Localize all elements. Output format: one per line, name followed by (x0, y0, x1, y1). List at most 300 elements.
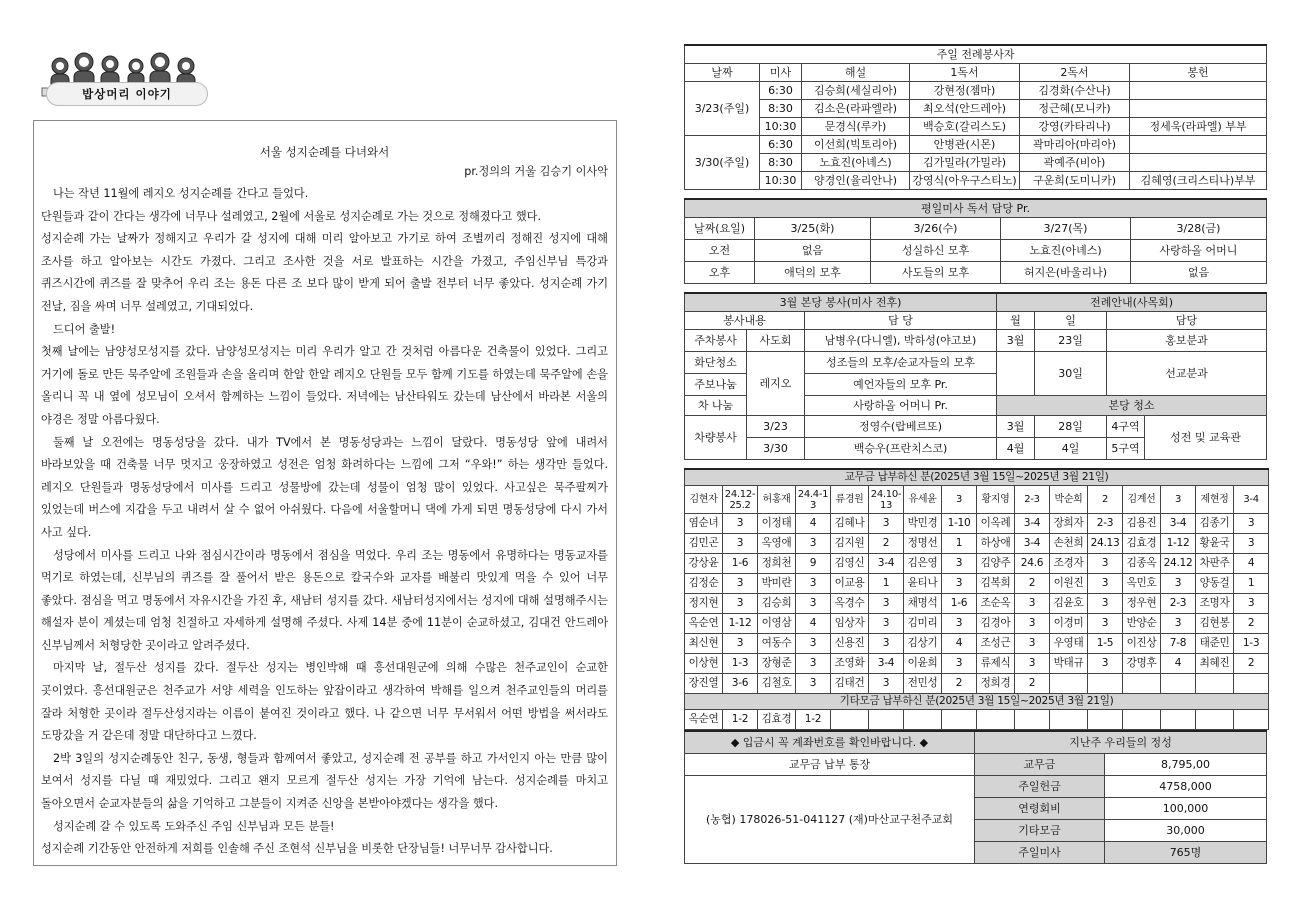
donor-months: 3 (942, 486, 977, 514)
offering-label: 주일헌금 (975, 775, 1105, 797)
task-cell: 차량봉사 (685, 416, 747, 460)
server-cell (1130, 100, 1267, 118)
reading-cell: 노효진(아녜스) (1001, 240, 1131, 262)
donor-months: 4 (1161, 654, 1196, 674)
donor-months: 3 (1161, 574, 1196, 594)
header-cell: 담당 (1107, 312, 1267, 330)
story-paragraph: 나는 작년 11월에 레지오 성지순례를 간다고 들었다. (53, 187, 309, 200)
parish-service-table (684, 292, 1267, 460)
donor-months: 3 (1088, 654, 1123, 674)
offering-value: 100,000 (1105, 797, 1267, 819)
donor-months: 2 (942, 674, 977, 694)
donation-row (685, 654, 1269, 674)
names-cell: 성조들의 모후/순교자들의 모후 (805, 352, 997, 374)
donor-months: 1-3 (1234, 634, 1269, 654)
header-cell: 3/26(수) (871, 218, 1001, 240)
donor-name: 유세윤 (904, 486, 942, 514)
donor-name: 전민성 (904, 674, 942, 694)
donor-months: 3-4 (1234, 486, 1269, 514)
day-cell: 30일 (1035, 352, 1107, 396)
server-cell: 구운희(도미니카) (1020, 172, 1130, 190)
donor-name: 이교용 (831, 574, 869, 594)
donor-name: 이경미 (1050, 614, 1088, 634)
donor-months: 3 (1088, 554, 1123, 574)
reading-cell: 없음 (1131, 262, 1267, 284)
donor-months: 3 (869, 674, 904, 694)
donor-months: 3 (1088, 574, 1123, 594)
donor-months: 1 (942, 534, 977, 554)
donor-months (1161, 674, 1196, 694)
donor-months: 3-4 (1015, 534, 1050, 554)
donor-months: 2 (1015, 574, 1050, 594)
donor-name: 이윤희 (904, 654, 942, 674)
service-date: 3/30(주일) (685, 136, 760, 190)
donor-name: 옥경수 (831, 594, 869, 614)
donor-months: 24.10-13 (869, 486, 904, 514)
donor-name: 조영화 (831, 654, 869, 674)
header-cell: 1독서 (910, 64, 1020, 82)
donor-months: 1-6 (942, 594, 977, 614)
donor-months: 1-10 (942, 514, 977, 534)
donor-months: 3 (1088, 594, 1123, 614)
donor-name: 김태건 (831, 674, 869, 694)
donor-months: 3 (869, 514, 904, 534)
donor-name: 김복희 (977, 574, 1015, 594)
donation-row (685, 634, 1269, 654)
reading-cell: 오후 (685, 262, 755, 284)
donor-name: 김지원 (831, 534, 869, 554)
server-cell: 김소은(라파엘라) (802, 100, 910, 118)
donations-table (684, 468, 1269, 730)
donor-months: 3-4 (869, 554, 904, 574)
month-cell: 3월 (997, 330, 1035, 352)
donor-months: 24.12 (1161, 554, 1196, 574)
donor-name: 김혜나 (831, 514, 869, 534)
donor-months: 24.6 (1015, 554, 1050, 574)
server-cell: 강현정(젬마) (910, 82, 1020, 100)
donation-row (685, 554, 1269, 574)
donor-name: 조성근 (977, 634, 1015, 654)
vehicle-date: 3/30 (747, 438, 805, 460)
names-cell: 예언자들의 모후 Pr. (805, 374, 997, 396)
donor-name: 이옥례 (977, 514, 1015, 534)
group-cell: 레지오 (747, 352, 805, 416)
donor-months: 3 (1015, 614, 1050, 634)
reading-cell: 허지은(바울리나) (1001, 262, 1131, 284)
names-cell: 정영수(랍베르또) (805, 416, 997, 438)
donor-name: 류제식 (977, 654, 1015, 674)
server-cell: 정세욱(라파엘) 부부 (1130, 118, 1267, 136)
donor-name: 김종기 (1196, 514, 1234, 534)
donor-name: 조경자 (1050, 554, 1088, 574)
donor-months: 3 (723, 634, 758, 654)
donor-months: 3 (723, 514, 758, 534)
header-cell: 해설 (802, 64, 910, 82)
donor-name: 정희경 (977, 674, 1015, 694)
server-cell: 문경식(루카) (802, 118, 910, 136)
donor-months: 3-6 (723, 674, 758, 694)
mass-time: 6:30 (760, 82, 802, 100)
donor-name: 양동걸 (1196, 574, 1234, 594)
donor-name: 김현봉 (1196, 614, 1234, 634)
donor-name: 김윤호 (1050, 594, 1088, 614)
donor-name: 최신현 (685, 634, 723, 654)
donor-name: 김양주 (977, 554, 1015, 574)
mass-time: 6:30 (760, 136, 802, 154)
donor-months: 3 (1015, 634, 1050, 654)
donor-name: 이정태 (758, 514, 796, 534)
server-cell: 노효진(아녜스) (802, 154, 910, 172)
donor-name (1196, 674, 1234, 694)
server-cell: 양경인(율리안나) (802, 172, 910, 190)
donor-months: 3 (796, 674, 831, 694)
mass-time: 10:30 (760, 172, 802, 190)
donor-name: 이상현 (685, 654, 723, 674)
donor-name: 허홍재 (758, 486, 796, 514)
sunday-service-title: 주일 전례봉사자 (685, 45, 1267, 64)
sunday-service-table (684, 44, 1267, 190)
story-paragraph: 마지막 날, 절두산 성지를 갔다. 절두산 성지는 병인박해 때 흥선대원군에 의해 수많은 천주교인이 순교한 곳이였다. 흥선대원군은 천주교가 서양 세력을 인도하는 앞잡이라고 생각하여 박해를 일으켜 천주교인들의 머리를 잘라 처형한 곳이라 절두산성지라는 이름이 붙여진 것이라고 했다. 나 같으면 너무 무서워서 어떤 방법을 써서라도 도망갔을 거 같은데 정말 대단하다고 느꼈다. (41, 661, 608, 743)
donor-name: 강명후 (1123, 654, 1161, 674)
clean-month: 4월 (997, 438, 1035, 460)
header-cell: 3/25(화) (755, 218, 871, 240)
reading-cell: 없음 (755, 240, 871, 262)
account-offerings-table (684, 730, 1267, 864)
task-cell: 주보나눔 (685, 374, 747, 396)
weekday-reading-title: 평일미사 독서 담당 Pr. (685, 199, 1267, 218)
offering-value: 4758,000 (1105, 775, 1267, 797)
donor-name: 김영신 (831, 554, 869, 574)
donor-months: 3 (796, 634, 831, 654)
account-number: (농협) 178026-51-041127 (재)마산교구천주교회 (685, 775, 975, 863)
donor-months: 3 (1234, 514, 1269, 534)
donor-months: 3 (869, 634, 904, 654)
donor-months: 3 (869, 594, 904, 614)
donor-months: 2-3 (1161, 594, 1196, 614)
offering-label: 기타모금 (975, 819, 1105, 841)
donor-name: 김승희 (758, 594, 796, 614)
reading-cell: 애덕의 모후 (755, 262, 871, 284)
donor-months (1234, 674, 1269, 694)
header-cell: 월 (997, 312, 1035, 330)
story-box (33, 120, 617, 866)
header-cell: 날짜 (685, 64, 760, 82)
donor-months: 3 (723, 574, 758, 594)
donor-months: 4 (1234, 554, 1269, 574)
donor-name (1050, 674, 1088, 694)
donor-months: 3-4 (1015, 514, 1050, 534)
donation-row (685, 674, 1269, 694)
header-cell: 3/27(목) (1001, 218, 1131, 240)
donor-name: 김용진 (1123, 514, 1161, 534)
duty-cell: 홍보분과 (1107, 330, 1267, 352)
story-paragraph: 성지순례 가는 날짜가 정해지고 우리가 갈 성지에 대해 미리 알아보고 가기로 하여 조별끼리 정해진 성지에 대해 조사를 하고 알아보는 시간도 가졌다. 그리고 조사한 것을 서로 발표하는 시간을 가졌고, 주임신부님 특강과 퀴즈시간에 퀴즈를 잘 맞추어 우리 조는 용돈 다른 조 보다 많이 받게 되어 출발 전부터 너무 좋았다. 성지순례 가기 전날, 짐을 싸며 너무 설레였고, 기대되었다. (41, 232, 608, 313)
donor-name: 김철호 (758, 674, 796, 694)
right-page (684, 44, 1266, 864)
donor-name: 박태규 (1050, 654, 1088, 674)
reading-cell: 오전 (685, 240, 755, 262)
donor-months: 1-2 (723, 710, 758, 730)
cleaning-title: 본당 청소 (997, 396, 1267, 416)
server-cell: 곽예주(비아) (1020, 154, 1130, 172)
donor-months: 3 (723, 534, 758, 554)
parish-service-title: 3월 본당 봉사(미사 전후) (685, 293, 997, 312)
donor-name: 이진상 (1123, 634, 1161, 654)
donor-months: 4 (942, 634, 977, 654)
header-cell: 2독서 (1020, 64, 1130, 82)
clean-day: 28일 (1035, 416, 1107, 438)
donor-months: 24.13 (1088, 534, 1123, 554)
donor-name: 옥순연 (685, 710, 723, 730)
donor-months: 3 (1161, 486, 1196, 514)
server-cell: 백승호(갈리스도) (910, 118, 1020, 136)
server-cell: 정근혜(모니카) (1020, 100, 1130, 118)
weekday-reading-table (684, 198, 1267, 284)
donor-name: 이영삼 (758, 614, 796, 634)
header-cell: 일 (1035, 312, 1107, 330)
story-title: 서울 성지순례를 다녀와서 (259, 145, 390, 159)
donor-name: 박민경 (904, 514, 942, 534)
group-cell: 사도회 (747, 330, 805, 352)
donations-title: 교무금 납부하신 분(2025년 3월 15일~2025년 3월 21일) (685, 469, 1269, 486)
story-paragraph: 성당에서 미사를 드리고 나와 점심시간이라 명동에서 점심을 먹었다. 우리 조는 명동에서 유명하다는 명동교자를 먹기로 하였는데, 신부님의 퀴즈를 잘 풀어서 받은 용돈으로 칼국수와 교자를 배불리 맛있게 먹을 수 있어 너무 좋았다. 점심을 먹고 명동에서 자유시간을 가진 후, 새남터 성지를 갔다. 새남터성지에서는 성지에 대해 설명해주시는 해설자 분이 계셨는데 엄청 친절하고 자세하게 설명해 주셨다. 사제 14분 중에 11분이 순교하셨고, 김대건 안드레아 신부님께서 처형당한 곳이라고 알려주셨다. (41, 548, 608, 652)
offerings-title: 지난주 우리들의 정성 (975, 731, 1267, 753)
donor-name: 장희자 (1050, 514, 1088, 534)
donor-name: 차판주 (1196, 554, 1234, 574)
donor-name: 김경아 (977, 614, 1015, 634)
names-cell: 백승우(프란치스코) (805, 438, 997, 460)
clean-month: 3월 (997, 416, 1035, 438)
other-donations-title: 기타모금 납부하신 분(2025년 3월 15일~2025년 3월 21일) (685, 694, 1269, 710)
donor-months: 1-5 (1088, 634, 1123, 654)
donor-months: 1 (869, 574, 904, 594)
donor-name: 반양순 (1123, 614, 1161, 634)
donor-name: 옥순연 (685, 614, 723, 634)
reading-cell: 사랑하올 어머니 (1131, 240, 1267, 262)
donation-row (685, 534, 1269, 554)
donor-months: 3-4 (869, 654, 904, 674)
header-cell: 3/28(금) (1131, 218, 1267, 240)
donor-name: 황윤국 (1196, 534, 1234, 554)
donor-name: 김현자 (685, 486, 723, 514)
donor-months: 3 (869, 614, 904, 634)
donor-name: 손천희 (1050, 534, 1088, 554)
story-paragraph: 성지순례 기간동안 안전하게 저희를 인솔해 주신 조현석 신부님을 비롯한 단장님들! 너무너무 감사합니다. (41, 842, 553, 856)
offering-value: 8,795,00 (1105, 753, 1267, 775)
donor-name: 신용진 (831, 634, 869, 654)
header-cell: 날짜(요일) (685, 218, 755, 240)
donor-months: 9 (796, 554, 831, 574)
offering-value: 765명 (1105, 841, 1267, 863)
donor-months: 4 (796, 514, 831, 534)
donor-months: 3 (796, 534, 831, 554)
clean-group: 성전 및 교육관 (1145, 416, 1267, 460)
story-paragraph: 단원들과 같이 간다는 생각에 너무나 설레였고, 2월에 서울로 성지순례로 가는 것으로 정해졌다고 했다. (41, 209, 541, 223)
clean-zone: 5구역 (1107, 438, 1145, 460)
other-donation-row (685, 710, 1269, 730)
donor-months: 4 (796, 614, 831, 634)
server-cell: 이선희(빅토리아) (802, 136, 910, 154)
donor-name: 정희천 (758, 554, 796, 574)
month-cell-empty (997, 352, 1035, 396)
mass-time: 8:30 (760, 100, 802, 118)
donor-months: 2 (1234, 654, 1269, 674)
donor-name: 김종옥 (1123, 554, 1161, 574)
donor-name: 조명자 (1196, 594, 1234, 614)
donor-name: 박순희 (1050, 486, 1088, 514)
donor-months: 24.12-25.2 (723, 486, 758, 514)
donor-name: 정지현 (685, 594, 723, 614)
story-byline: pr.정의의 거울 김승기 이사악 (464, 165, 608, 178)
donor-months: 1-12 (723, 614, 758, 634)
donor-months: 1-6 (723, 554, 758, 574)
mass-time: 10:30 (760, 118, 802, 136)
donor-months: 3 (796, 654, 831, 674)
server-cell: 곽마리아(마리아) (1020, 136, 1130, 154)
donor-name: 태준민 (1196, 634, 1234, 654)
donor-months: 2 (869, 534, 904, 554)
account-notice: ◆ 입금시 꼭 계좌번호를 확인바랍니다. ◆ (685, 731, 975, 753)
donor-name: 장형준 (758, 654, 796, 674)
story-paragraph: 첫째 날에는 남양성모성지를 갔다. 남양성모성지는 미리 우리가 알고 간 것처럼 아름다운 건축물이 있었다. 그리고 거기에 돌로 만든 묵주알에 조원들과 손을 올리며 한알 한알 레지오 단원들 모두 함께 기도를 하였는데 묵주알에 손을 올리니 꼭 내 옆에 성모님이 오셔서 함께하는 느낌이 들었다. 저녁에는 남산타워도 갔는데 남산에서 바라본 서울의 야경은 정말 아름다웠다. (41, 345, 608, 426)
donor-name: 옥영애 (758, 534, 796, 554)
donor-name: 우영태 (1050, 634, 1088, 654)
donor-name: 조순옥 (977, 594, 1015, 614)
donor-name: 하상애 (977, 534, 1015, 554)
donor-months: 1-3 (723, 654, 758, 674)
clean-zone: 4구역 (1107, 416, 1145, 438)
donor-name: 정우현 (1123, 594, 1161, 614)
donor-name: 박미란 (758, 574, 796, 594)
server-cell: 김혜영(크리스티나)부부 (1130, 172, 1267, 190)
offering-value: 30,000 (1105, 819, 1267, 841)
header-cell: 미사 (760, 64, 802, 82)
donor-name: 김계선 (1123, 486, 1161, 514)
names-cell: 남병우(다니엘), 박하성(야고보) (805, 330, 997, 352)
task-cell: 화단청소 (685, 352, 747, 374)
task-cell: 주차봉사 (685, 330, 747, 352)
mass-time: 8:30 (760, 154, 802, 172)
clean-day: 4일 (1035, 438, 1107, 460)
donor-name: 여동수 (758, 634, 796, 654)
donor-months: 3 (1234, 594, 1269, 614)
story-paragraph: 2박 3일의 성지순례동안 친구, 동생, 형들과 함께여서 좋았고, 성지순례 전 공부를 하고 가서인지 아는 만큼 많이 보여서 성지를 다닐 때 재밌었다. 그리고 왠지 모르게 절두산 성지는 가장 기억에 남는다. 성지순례를 마치고 돌아오면서 순교자분들의 삶을 기억하고 그분들이 지켜준 신앙을 본받아야겠다는 생각을 했다. (41, 751, 608, 811)
server-cell: 김경화(수산나) (1020, 82, 1130, 100)
donor-months: 1-12 (1161, 534, 1196, 554)
offering-label: 연령회비 (975, 797, 1105, 819)
server-cell: 강영(카타리나) (1020, 118, 1130, 136)
donor-name: 김민곤 (685, 534, 723, 554)
donor-months: 2 (1088, 486, 1123, 514)
donor-months: 7-8 (1161, 634, 1196, 654)
donor-months: 2 (1015, 674, 1050, 694)
service-date: 3/23(주일) (685, 82, 760, 136)
donor-name: 이원진 (1050, 574, 1088, 594)
story-paragraph: 둘째 날 오전에는 명동성당을 갔다. 내가 TV에서 본 명동성당과는 느낌이 달랐다. 명동성당 앞에 내려서 바라보았을 때 건축물 너무 멋지고 웅장하였고 성전은 엄청 화려하다는 느낌에 그저 “우와!” 하는 생각만 들었다. 레지오 단원들과 명동성당에서 미사를 드리고 성물방에 갔는데 성물이 엄청 많이 있었다. 사고싶은 묵주팔찌가 있었는데 버스에 지갑을 두고 내려서 살 수 없어 아쉬웠다. 다음에 서울할머니 댁에 가게 되면 명동성당에 다시 가서 사고 싶다. (41, 435, 608, 539)
offering-label: 교무금 (975, 753, 1105, 775)
donor-months (1088, 674, 1123, 694)
donor-months: 3 (796, 574, 831, 594)
header-cell: 봉사내용 (685, 312, 805, 330)
donor-name: 김미리 (904, 614, 942, 634)
donor-name: 채명석 (904, 594, 942, 614)
liturgy-guide-title: 전례안내(사목회) (997, 293, 1267, 312)
donor-name: 강상윤 (685, 554, 723, 574)
donor-months: 1 (1234, 574, 1269, 594)
donation-row (685, 514, 1269, 534)
donor-months: 3 (723, 594, 758, 614)
donor-months: 1-2 (796, 710, 831, 730)
header-cell: 담 당 (805, 312, 997, 330)
donor-name: 제현정 (1196, 486, 1234, 514)
donor-name: 황지영 (977, 486, 1015, 514)
donor-months: 2-3 (1088, 514, 1123, 534)
donor-name: 김효경 (1123, 534, 1161, 554)
vehicle-date: 3/23 (747, 416, 805, 438)
server-cell (1130, 154, 1267, 172)
server-cell (1130, 136, 1267, 154)
donor-months: 2 (1234, 614, 1269, 634)
donation-row (685, 594, 1269, 614)
donor-name: 김상기 (904, 634, 942, 654)
donor-months: 3-4 (1161, 514, 1196, 534)
story-paragraph: 성지순례 갈 수 있도록 도와주신 주임 신부님과 모든 분들! (53, 819, 335, 833)
donor-months: 3 (942, 614, 977, 634)
reading-cell: 사도들의 모후 (871, 262, 1001, 284)
donor-name (1123, 674, 1161, 694)
names-cell: 사랑하올 어머니 Pr. (805, 396, 997, 416)
donor-name: 염순녀 (685, 514, 723, 534)
task-cell: 차 나눔 (685, 396, 747, 416)
donor-months: 3 (1015, 654, 1050, 674)
donor-name: 옥민호 (1123, 574, 1161, 594)
donor-name: 김효경 (758, 710, 796, 730)
donor-months: 3 (942, 574, 977, 594)
reading-cell: 성실하신 모후 (871, 240, 1001, 262)
donor-months: 3 (796, 594, 831, 614)
header-cell: 봉헌 (1130, 64, 1267, 82)
day-cell: 23일 (1035, 330, 1107, 352)
donor-months: 3 (942, 654, 977, 674)
donor-name: 김정순 (685, 574, 723, 594)
server-cell: 김승희(세실리아) (802, 82, 910, 100)
server-cell: 강영식(아우구스티노) (910, 172, 1020, 190)
server-cell: 최오석(안드레아) (910, 100, 1020, 118)
donor-name: 장진열 (685, 674, 723, 694)
story-paragraph: 드디어 출발! (53, 322, 116, 336)
offering-label: 주일미사 (975, 841, 1105, 863)
donor-months: 2-3 (1015, 486, 1050, 514)
duty-cell: 선교분과 (1107, 352, 1267, 396)
donor-months: 3 (1088, 614, 1123, 634)
donor-months: 3 (942, 554, 977, 574)
donor-name: 김은영 (904, 554, 942, 574)
server-cell: 안병관(시몬) (910, 136, 1020, 154)
donor-months: 24.4-13 (796, 486, 831, 514)
donor-months: 3 (1234, 534, 1269, 554)
column-title: 밥상머리 이야기 (46, 82, 208, 106)
donor-months: 3 (1015, 594, 1050, 614)
donor-name: 윤티나 (904, 574, 942, 594)
donation-row (685, 614, 1269, 634)
donor-name: 정명선 (904, 534, 942, 554)
donation-row (685, 574, 1269, 594)
server-cell: 김가밀라(가밀라) (910, 154, 1020, 172)
donation-row (685, 486, 1269, 514)
donor-months: 3 (1161, 614, 1196, 634)
account-subtitle: 교무금 납부 통장 (685, 753, 975, 775)
donor-name: 류경원 (831, 486, 869, 514)
